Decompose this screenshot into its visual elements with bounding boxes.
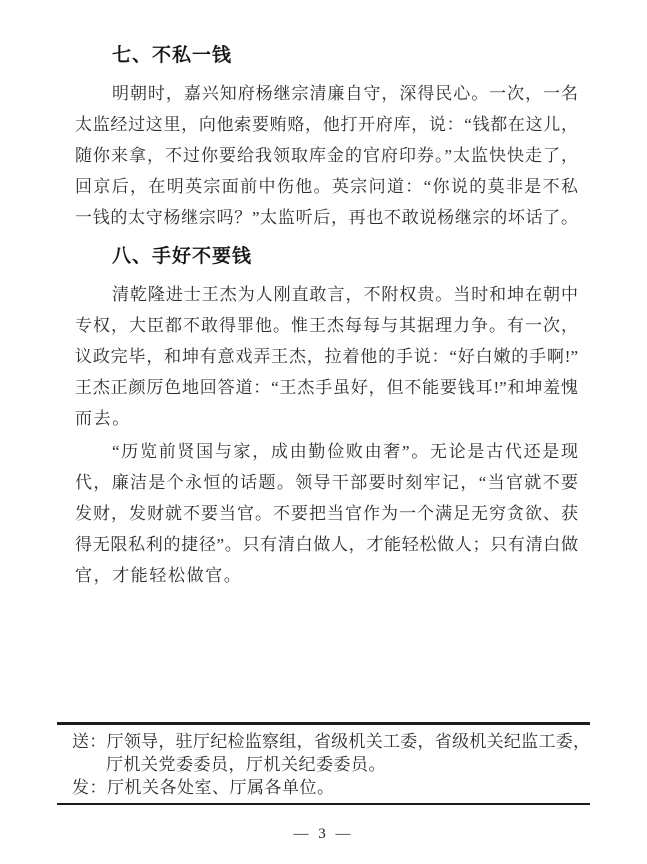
send-to-line-2: 厅机关党委委员，厅机关纪委委员。 bbox=[106, 755, 386, 774]
text-line: 随你来拿，不过你要给我领取库金的官府印券。”太监快快走了， bbox=[75, 146, 578, 165]
page-number: — 3 — bbox=[293, 826, 354, 842]
section-heading-seven: 七、不私一钱 bbox=[112, 45, 233, 66]
section-heading-eight: 八、手好不要钱 bbox=[112, 246, 253, 267]
issued-to-line: 发：厅机关各处室、厅属各单位。 bbox=[72, 778, 335, 797]
text-line: 发财，发财就不要当官。不要把当官作为一个满足无穷贪欲、获 bbox=[75, 504, 578, 523]
text-line: 得无限私利的捷径”。只有清白做人，才能轻松做人；只有清白做 bbox=[75, 535, 578, 554]
distribution-notice bbox=[57, 722, 590, 805]
text-line: 王杰正颜厉色地回答道：“王杰手虽好，但不能要钱耳!”和坤羞愧 bbox=[75, 378, 578, 397]
text-line: 议政完毕，和坤有意戏弄王杰，拉着他的手说：“好白嫩的手啊!” bbox=[75, 347, 578, 366]
text-line: 回京后，在明英宗面前中伤他。英宗问道：“你说的莫非是不私 bbox=[75, 177, 578, 196]
text-line: 清乾隆进士王杰为人刚直敢言，不附权贵。当时和坤在朝中 bbox=[112, 285, 578, 304]
text-line: 明朝时，嘉兴知府杨继宗清廉自守，深得民心。一次，一名 bbox=[112, 84, 578, 103]
document-body bbox=[75, 44, 578, 591]
text-line: 一钱的太守杨继宗吗？”太监听后，再也不敢说杨继宗的坏话了。 bbox=[75, 208, 578, 227]
text-line: 专权，大臣都不敢得罪他。惟王杰每每与其据理力争。有一次， bbox=[75, 316, 578, 335]
send-to-line-1: 送：厅领导，驻厅纪检监察组，省级机关工委，省级机关纪监工委， bbox=[72, 732, 590, 751]
text-line: 而去。 bbox=[75, 409, 131, 428]
text-line: “历览前贤国与家，成由勤俭败由奢”。无论是古代还是现 bbox=[112, 442, 578, 461]
text-line: 官，才能轻松做官。 bbox=[75, 566, 243, 585]
text-line: 代，廉洁是个永恒的话题。领导干部要时刻牢记，“当官就不要 bbox=[75, 473, 578, 492]
text-line: 太监经过这里，向他索要贿赂，他打开府库，说：“钱都在这儿， bbox=[75, 115, 578, 134]
